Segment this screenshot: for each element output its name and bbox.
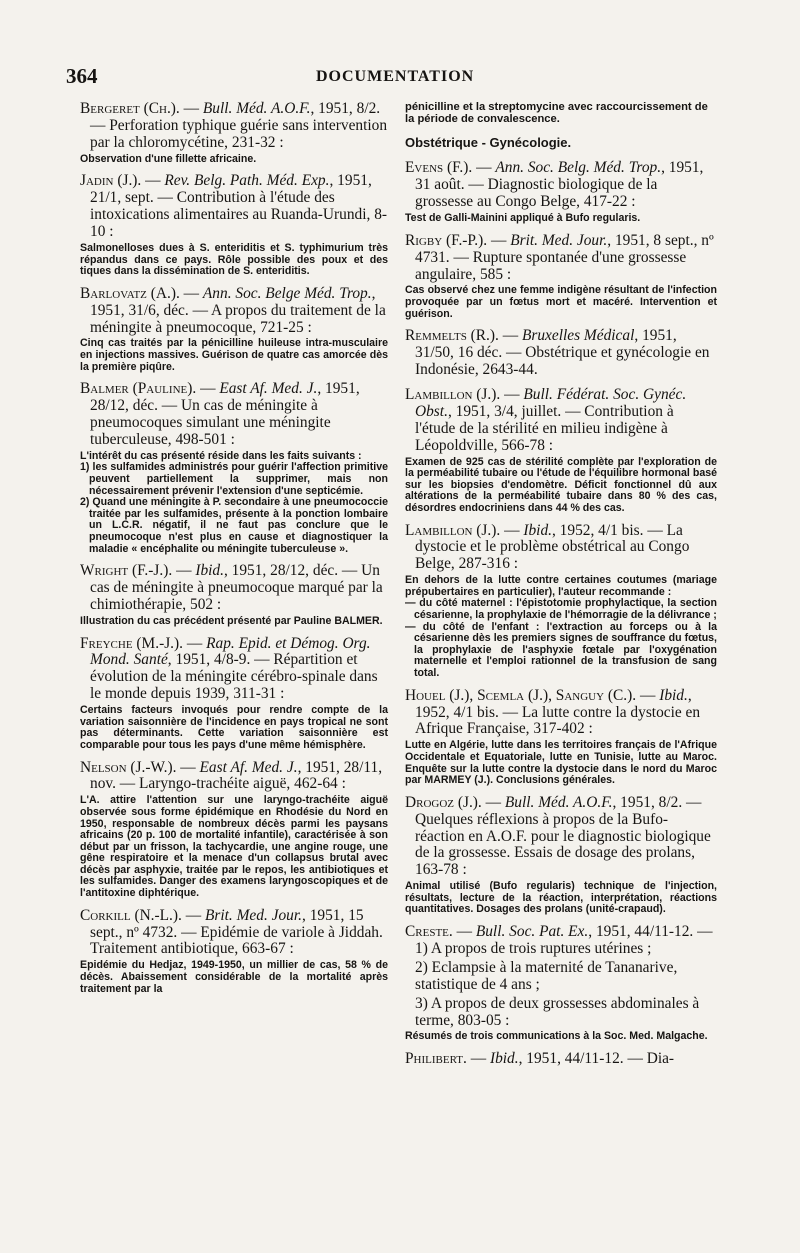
abstract-note [80,451,388,555]
reference-line [80,173,388,241]
abstract-note [80,616,388,628]
author-name: Corkill (N.-L.). [80,906,182,924]
page-number: 364 [66,64,98,88]
note-paragraph: — du côté de l'enfant : l'extraction au forceps ou à la césarienne dès les premiers signes de souffrance du fœtus, la prophylaxie de l'asphyxie fœtale par l'oxygénation maternelle et l'emploi rationnel de la transfusion de sang total. [405,620,717,679]
citation-details: , 1951, 21/1, sept. — Contribution à l'étude des intoxications alimentaires au Ruanda-Urundi, 8-10 : [90,172,388,241]
citation-details: , 1951, 8/2. — Quelques réflexions à propos de la Bufo-réaction en A.O.F. pour le diagnostic biologique de la grossesse. Essais de dosage des prolans, 163-78 : [415,793,711,879]
abstract-note [80,338,388,373]
separator: — [472,159,496,177]
author-name: Lambillon (J.). [405,385,501,403]
abstract-note [405,740,717,786]
abstract-note [405,575,717,679]
journal-title: Ibid. [195,562,224,580]
separator: — [183,634,207,652]
note-paragraph: Illustration du cas précédent présenté par Pauline BALMER. [80,614,383,627]
author-name: Rigby (F.-P.). [405,231,488,249]
reference-line [405,233,717,284]
author-name: Philibert. [405,1050,467,1068]
citation-details: , 1951, 31 août. — Diagnostic biologique de la grossesse au Congo Belge, 417-22 : [415,159,704,211]
author-name: Wright (F.-J.). [80,562,173,580]
note-paragraph: L'A. attire l'attention sur une laryngo-trachéite aiguë observée sous forme épidémique en Rhodésie du Nord en 1950, responsable de nombreux décès parmi les paysans africains (20 p. 100 de mortalité infantile), caractérisée à son début par un frisson, la tachycardie, une angine rouge, une gêne respiratoire et la menace d'un collapsus brutal avec décès par asphyxie, traitée par le repos, les antibiotiques et les sulfamides. Danger des examens laryngoscopiques et de l'antitoxine diphtérique. [80,794,388,900]
bibliography-entry [80,563,388,627]
note-paragraph: En dehors de la lutte contre certaines coutumes (mariage prépubertaires en particulier), l'auteur recommande : [405,574,717,598]
note-paragraph: Certains facteurs invoqués pour rendre compte de la variation saisonnière de l'incidence en pays tropical ne sont pas déterminants. Cette variation saisonnière est comparable pour tous les pays d'une même hémisphère. [80,704,388,751]
journal-title: Bruxelles Médical [521,327,635,345]
bibliography-entry [405,1051,717,1068]
note-paragraph: Animal utilisé (Bufo regularis) technique de l'injection, résultats, lecture de la réaction, interprétation, réactions quantitatives. Dosages des prolans (unité-crapaud). [405,880,717,916]
bibliography-entry [405,924,717,1043]
reference-line [80,563,388,614]
note-paragraph: Salmonelloses dues à S. enteriditis et S. typhimurium très répandus dans ce pays. Rôle possible des poux et des tiques dans la dissémination de S. enteriditis. [80,241,388,278]
reference-line [80,381,388,449]
continuation-text: pénicilline et la streptomycine avec raccourcissement de la période de convalescence. [405,101,708,126]
note-paragraph: Résumés de trois communications à la Soc. Med. Malgache. [405,1030,708,1043]
journal-title: Brit. Med. Jour. [510,231,608,249]
separator: — [452,923,476,940]
separator: — [141,172,165,190]
journal-title: East Af. Med. J. [199,758,298,776]
separator: — [636,686,660,704]
separator: — [172,562,196,580]
author-name: Lambillon (J.). [405,521,501,539]
bibliography-entry [80,286,388,374]
note-paragraph: 1) les sulfamides administrés pour guérir l'affection primitive peuvent partiellement la supprimer, mais non nécessairement prévenir l'extension d'une septicémie. [80,461,388,497]
author-name: Barlovatz (A.). [80,284,180,302]
separator: — [179,284,203,302]
author-name: Remmelts (R.). [405,327,499,345]
bibliography-entry [405,233,717,321]
abstract-note [80,795,388,899]
right-column [405,101,717,1076]
abstract-note [405,285,717,320]
separator: — [181,906,205,924]
reference-line [80,101,388,152]
abstract-note [405,457,717,515]
citation-details: , 1951, 8/2. — Perforation typhique guérie sans intervention par la chloromycétine, 231-32 : [90,100,388,151]
reference-line [80,908,388,959]
reference-line [405,387,717,455]
separator: — [179,100,203,117]
citation-details: , 1951, 28/12, déc. — Un cas de méningite à pneumocoques simulant une méningite tuberculeuse, 498-501 : [90,380,360,448]
separator: — [500,385,524,403]
note-paragraph: 2) Quand une méningite à P. secondaire à une pneumococcie traitée par les sulfamides, présente à la ponction lombaire un L.C.R. négatif, il ne faut pas conclure que le pneumocoque n'est plus en cause et diagnostiquer la maladie « encéphalite ou méningite tuberculeuse ». [80,496,388,555]
journal-title: Bull. Méd. A.O.F. [504,793,613,811]
journal-title: Ann. Soc. Belge Méd. Trop. [202,284,372,302]
reference-line [405,523,717,574]
journal-title: Bull. Soc. Pat. Ex. [475,923,589,940]
journal-title: Ibid. [659,686,688,704]
journal-title: Ann. Soc. Belg. Méd. Trop. [495,159,662,177]
author-name: Bergeret (Ch.). [80,100,180,117]
abstract-note [80,960,388,995]
citation-details: , 1952, 4/1 bis. — La lutte contre la dystocie en Afrique Française, 317-402 : [415,686,701,738]
bibliography-entry [80,381,388,555]
reference-line [405,328,717,379]
abstract-note [405,1031,717,1043]
reference-line [405,1051,717,1068]
bibliography-entry [80,173,388,277]
journal-title: Bull. Méd. A.O.F. [202,100,311,117]
journal-title: Bull. Fédérat. Soc. Gynéc. Obst. [415,385,687,420]
journal-title: East Af. Med. J. [219,380,318,398]
journal-title: Rev. Belg. Path. Méd. Exp. [164,172,330,190]
bibliography-entry [405,688,717,787]
separator: — [196,380,220,398]
note-paragraph: Cinq cas traités par la pénicilline huileuse intra-musculaire en injections massives. Guérison de quatre cas amorcée dès la première piqûre. [80,337,388,373]
citation-details: , 1952, 4/1 bis. — La dystocie et le problème obstétrical au Congo Belge, 287-316 : [415,521,690,573]
author-name: Evens (F.). [405,159,473,177]
bibliography-entry [405,328,717,379]
abstract-note [80,154,388,166]
reference-line [405,688,717,739]
bibliography-entry [405,160,717,224]
author-name: Freyche (M.-J.). [80,634,183,652]
reference-line [80,760,388,794]
section-heading: Obstétrique - Gynécologie. [405,135,572,151]
citation-details: , 1951, 31/6, déc. — A propos du traitement de la méningite à pneumocoque, 721-25 : [90,284,386,336]
reference-line [80,286,388,337]
citation-details: , 1951, 28/11, nov. — Laryngo-trachéite aiguë, 462-64 : [90,758,383,793]
author-name: Creste. [405,923,453,940]
abstract-note [405,213,717,225]
note-paragraph: Epidémie du Hedjaz, 1949-1950, un millier de cas, 58 % de décès. Abaissement considérable de la mortalité après traitement par la [80,959,388,995]
citation-details: , 1951, 44/11-12. — Dia- [518,1050,675,1068]
separator: — [487,231,511,249]
note-paragraph: — du côté maternel : l'épistotomie prophylactique, la section césarienne, la prophylaxie de l'hémorragie de la délivrance ; [405,597,717,622]
abstract-note [80,705,388,751]
citation-details: , 1951, 3/4, juillet. — Contribution à l'étude de la stérilité en milieu indigène à Léopoldville, 566-78 : [415,402,674,454]
bibliography-entry [405,523,717,680]
reference-line [405,160,717,211]
citation-details: , 1951, 8 sept., nº 4731. — Rupture spontanée d'une grossesse angulaire, 585 : [415,231,714,283]
reference-line [405,795,717,880]
note-paragraph: Lutte en Algérie, lutte dans les territoires français de l'Afrique Occidentale et Equatoriale, lutte en Tunisie, lutte au Maroc. Enquête sur la lutte contre la dystocie dans le nord du Maroc par MARMEY (J.). Conclusions générales. [405,739,717,787]
separator: — [466,1050,490,1068]
reference-line [80,636,388,704]
bibliography-entry [405,387,717,515]
author-name: Drogoz (J.). [405,793,482,811]
author-name: Nelson (J.-W.). [80,758,177,776]
note-paragraph: Examen de 925 cas de stérilité complète par l'exploration de la perméabilité tubaire ou l'étude de l'équilibre hormonal basé sur les biopsies d'endomètre. Déficit fonctionnel dû aux altérations de la perméabilité tubaire dans 80 % des cas, désordres endocriniens dans 44 % des cas. [405,455,717,514]
abstract-note [80,243,388,278]
journal-title: Ibid. [523,521,552,539]
citation-details: , 1951, 44/11-12. — 1) A propos de trois ruptures utérines ; [415,923,713,957]
citation-details: , 1951, 4/8-9. — Répartition et évolution de la méningite cérébro-spinale dans le monde depuis 1939, 311-31 : [90,651,378,703]
citation-details: , 1951, 28/12, déc. — Un cas de méningite à pneumocoque marqué par la chimiothérapie, 502 : [90,562,383,613]
running-title: DOCUMENTATION [316,68,475,85]
journal-title: Ibid. [489,1050,519,1068]
bibliography-entry [80,636,388,752]
author-name: Balmer (Pauline). [80,380,197,398]
reference-line [405,924,717,958]
bibliography-entry [80,101,388,165]
citation-details: , 1951, 31/50, 16 déc. — Obstétrique et gynécologie en Indonésie, 2643-44. [415,327,710,379]
journal-title: Brit. Med. Jour. [204,906,303,924]
separator: — [498,327,522,345]
bibliography-entry [405,795,717,916]
author-name: Houel (J.), Scemla (J.), Sanguy (C.). [405,686,637,704]
sub-item: 2) Eclampsie à la maternité de Tananarive, statistique de 4 ans ; [415,958,678,993]
bibliography-entry [80,760,388,900]
note-paragraph: Cas observé chez une femme indigène résultant de l'infection provoquée par un fœtus mort et macéré. Intervention et guérison. [405,284,717,320]
author-name: Jadin (J.). [80,172,142,190]
separator: — [481,793,505,811]
note-paragraph: Observation d'une fillette africaine. [80,152,257,165]
separator: — [176,758,200,776]
note-paragraph: L'intérêt du cas présenté réside dans les faits suivants : [80,449,362,462]
note-paragraph: Test de Galli-Mainini appliqué à Bufo regularis. [405,212,641,225]
abstract-note [405,881,717,916]
left-column [80,101,388,1003]
citation-details: , 1951, 15 sept., nº 4732. — Epidémie de variole à Jiddah. Traitement antibiotique, 663-67 : [90,906,383,958]
bibliography-entry [80,908,388,996]
journal-title: Rap. Epid. et Démog. Org. Mond. Santé [90,634,371,669]
separator: — [500,521,524,539]
sub-item: 3) A propos de deux grossesses abdominales à terme, 803-05 : [415,994,700,1029]
